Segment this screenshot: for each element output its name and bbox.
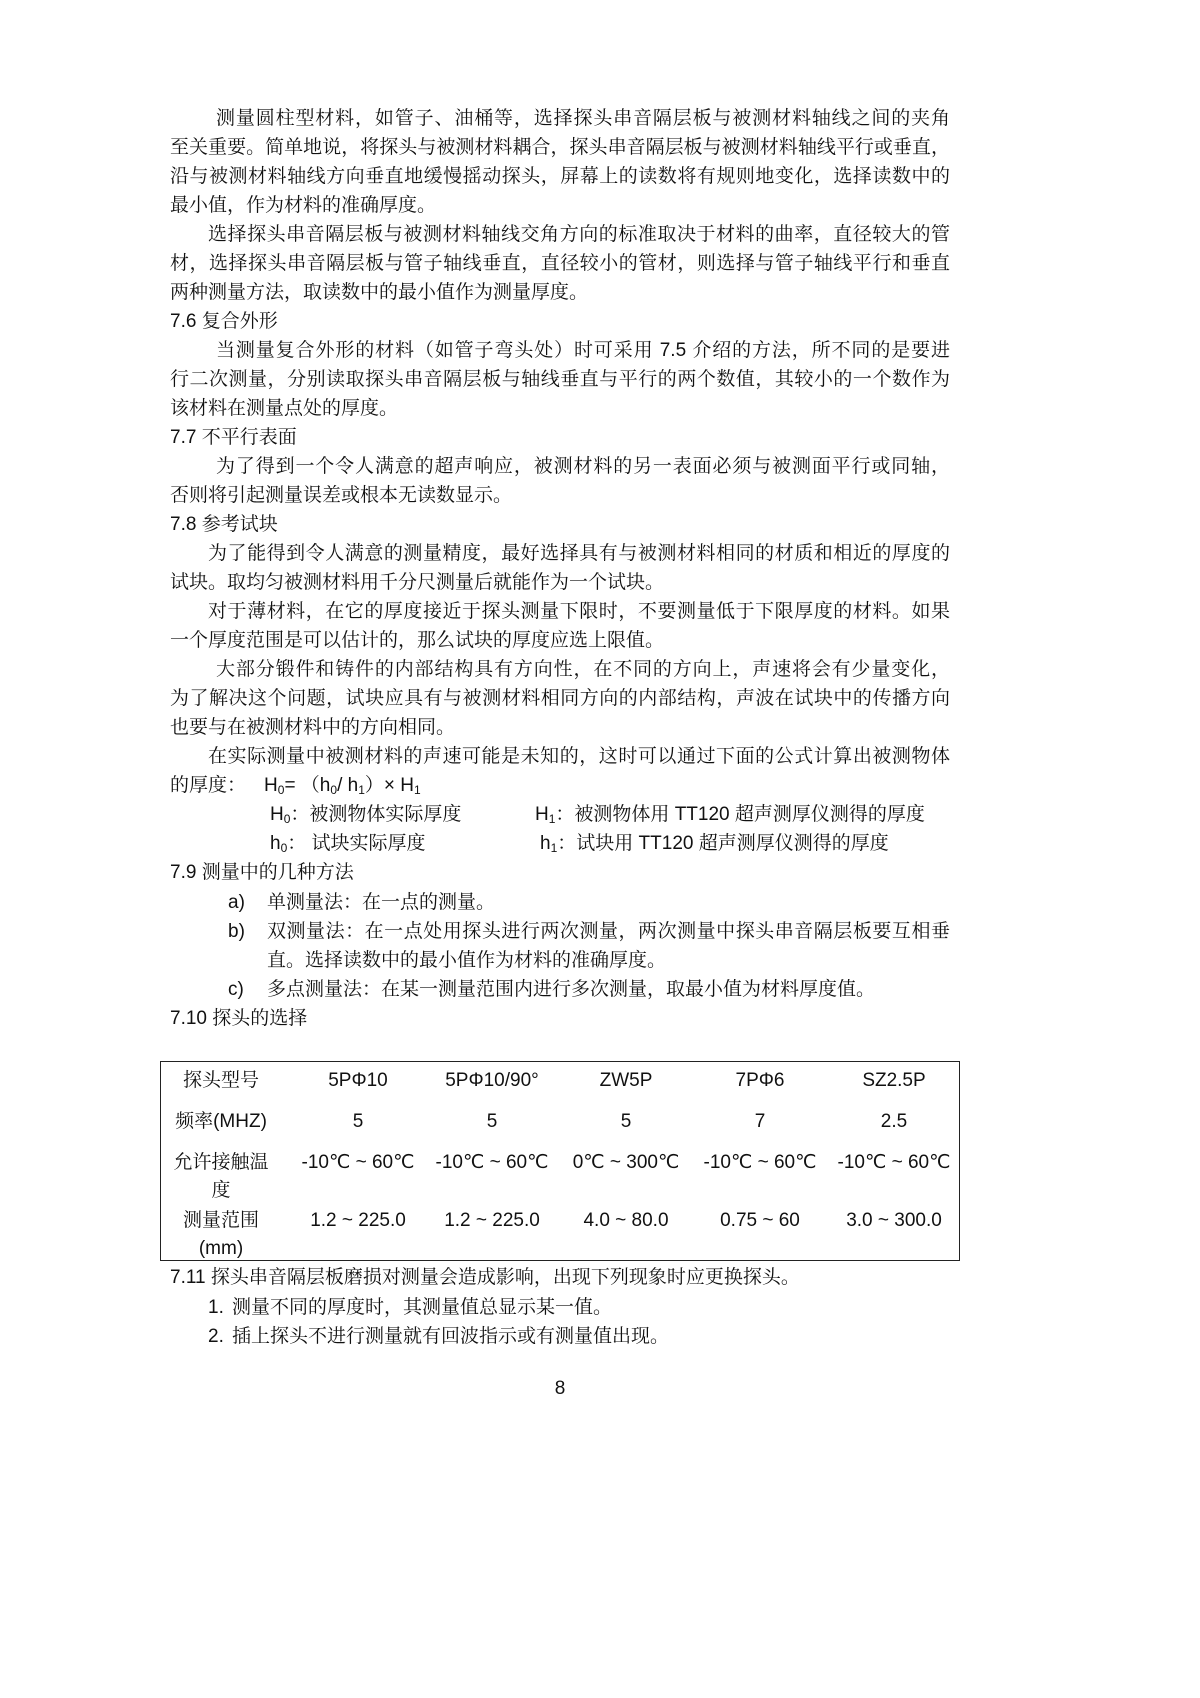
paragraph-line: 对于薄材料，在它的厚度接近于探头测量下限时，不要测量低于下限厚度的材料。如果 [208, 601, 950, 622]
definition-h1: $h_1$：试块用 TT120 超声测厚仪测得的厚度 [540, 833, 889, 855]
list-text: 插上探头不进行测量就有回波指示或有测量值出现。 [232, 1326, 670, 1347]
paragraph-line: 也要与在被测材料中的方向相同。 [170, 717, 456, 738]
paragraph-line: 为了解决这个问题，试块应具有与被测材料相同方向的内部结构，声波在试块中的传播方向 [170, 688, 950, 709]
table-cell: 7 [754, 1111, 766, 1132]
paragraph-line: 最小值，作为材料的准确厚度。 [170, 195, 437, 216]
row-header: 允许接触温 度 [173, 1152, 269, 1201]
paragraph-line: 两种测量方法，取读数中的最小值作为测量厚度。 [170, 282, 589, 303]
table-cell: SZ2.5P [862, 1070, 926, 1091]
paragraph-line: 为了得到一个令人满意的超声响应，被测材料的另一表面必须与被测面平行或同轴， [216, 456, 950, 477]
paragraph-line: 材，选择探头串音隔层板与管子轴线垂直，直径较小的管材，则选择与管子轴线平行和垂直 [170, 253, 950, 274]
row-header: 测量范围 (mm) [182, 1210, 259, 1259]
section-heading: 7.7 不平行表面 [170, 427, 297, 448]
paragraph-line: 沿与被测材料轴线方向垂直地缓慢摇动探头，屏幕上的读数将有规则地变化，选择读数中的 [170, 166, 950, 187]
formula-label: 的厚度： [170, 775, 247, 796]
section-heading: 7.11 探头串音隔层板磨损对测量会造成影响，出现下列现象时应更换探头。 [170, 1267, 800, 1288]
formula: $H_0= (h_0/$ $h_1)\times H_1$ [264, 775, 421, 797]
table-cell: ZW5P [599, 1070, 653, 1091]
method-text: 多点测量法：在某一测量范围内进行多次测量，取最小值为材料厚度值。 [267, 979, 876, 1000]
table-cell: 7PΦ6 [735, 1070, 785, 1091]
paragraph-line: 测量圆柱型材料，如管子、油桶等，选择探头串音隔层板与被测材料轴线之间的夹角 [216, 108, 950, 129]
table-cell: 5 [620, 1111, 632, 1132]
row-header: 频率(MHZ) [175, 1111, 267, 1132]
table-cell: 5PΦ10 [328, 1070, 388, 1091]
section-heading: 7.10 探头的选择 [170, 1008, 308, 1029]
definition-H1: $H_1$：被测物体用 TT120 超声测厚仪测得的厚度 [535, 804, 925, 826]
paragraph-line: 该材料在测量点处的厚度。 [170, 398, 399, 419]
table-cell: 0.75 ~ 60 [720, 1210, 800, 1231]
table-cell: 3.0 ~ 300.0 [846, 1210, 942, 1231]
method-text: 双测量法：在一点处用探头进行两次测量，两次测量中探头串音隔层板要互相垂 [267, 921, 950, 942]
table-cell: -10℃ ~ 60℃ [703, 1152, 817, 1173]
paragraph-line: 行二次测量，分别读取探头串音隔层板与轴线垂直与平行的两个数值，其较小的一个数作为 [170, 369, 950, 390]
method-text: 单测量法：在一点的测量。 [267, 892, 496, 913]
definition-h0: $h_0$： 试块实际厚度 [270, 833, 426, 855]
list-number: 1. [208, 1297, 224, 1318]
section-heading: 7.8 参考试块 [170, 514, 278, 535]
table-cell: 1.2 ~ 225.0 [444, 1210, 540, 1231]
table-cell: 2.5 [880, 1111, 908, 1132]
page-number: 8 [554, 1378, 566, 1399]
row-header: 探头型号 [182, 1070, 259, 1091]
definition-H0: $H_0$：被测物体实际厚度 [270, 804, 462, 826]
paragraph-line: 在实际测量中被测材料的声速可能是未知的，这时可以通过下面的公式计算出被测物体 [208, 746, 950, 767]
section-heading: 7.9 测量中的几种方法 [170, 862, 354, 883]
formula-line [170, 773, 950, 799]
method-text: 直。选择读数中的最小值作为材料的准确厚度。 [267, 950, 667, 971]
table-cell: 4.0 ~ 80.0 [583, 1210, 669, 1231]
paragraph-line: 否则将引起测量误差或根本无读数显示。 [170, 485, 513, 506]
list-number: 2. [208, 1326, 224, 1347]
method-marker: c) [228, 979, 244, 1000]
paragraph-line: 至关重要。简单地说，将探头与被测材料耦合，探头串音隔层板与被测材料轴线平行或垂直， [170, 137, 950, 158]
table-cell: -10℃ ~ 60℃ [301, 1152, 415, 1173]
table-cell: -10℃ ~ 60℃ [435, 1152, 549, 1173]
method-marker: a) [228, 892, 245, 913]
table-cell: 5 [352, 1111, 364, 1132]
table-cell: 5PΦ10/90° [445, 1070, 539, 1091]
section-heading: 7.6 复合外形 [170, 311, 278, 332]
table-cell: 1.2 ~ 225.0 [310, 1210, 406, 1231]
paragraph-line: 试块。取均匀被测材料用千分尺测量后就能作为一个试块。 [170, 572, 665, 593]
paragraph-line: 大部分锻件和铸件的内部结构具有方向性，在不同的方向上，声速将会有少量变化， [216, 659, 950, 680]
list-text: 测量不同的厚度时，其测量值总显示某一值。 [232, 1297, 613, 1318]
table-cell: 0℃ ~ 300℃ [572, 1152, 680, 1173]
table-cell: 5 [486, 1111, 498, 1132]
paragraph-line: 一个厚度范围是可以估计的，那么试块的厚度应选上限值。 [170, 630, 665, 651]
method-marker: b) [228, 921, 245, 942]
table-cell: -10℃ ~ 60℃ [837, 1152, 951, 1173]
paragraph-line: 为了能得到令人满意的测量精度，最好选择具有与被测材料相同的材质和相近的厚度的 [208, 543, 950, 564]
probe-table [160, 1061, 960, 1261]
paragraph-line: 选择探头串音隔层板与被测材料轴线交角方向的标准取决于材料的曲率，直径较大的管 [208, 224, 950, 245]
paragraph-line: 当测量复合外形的材料（如管子弯头处）时可采用 7.5 介绍的方法，所不同的是要进 [216, 340, 950, 361]
